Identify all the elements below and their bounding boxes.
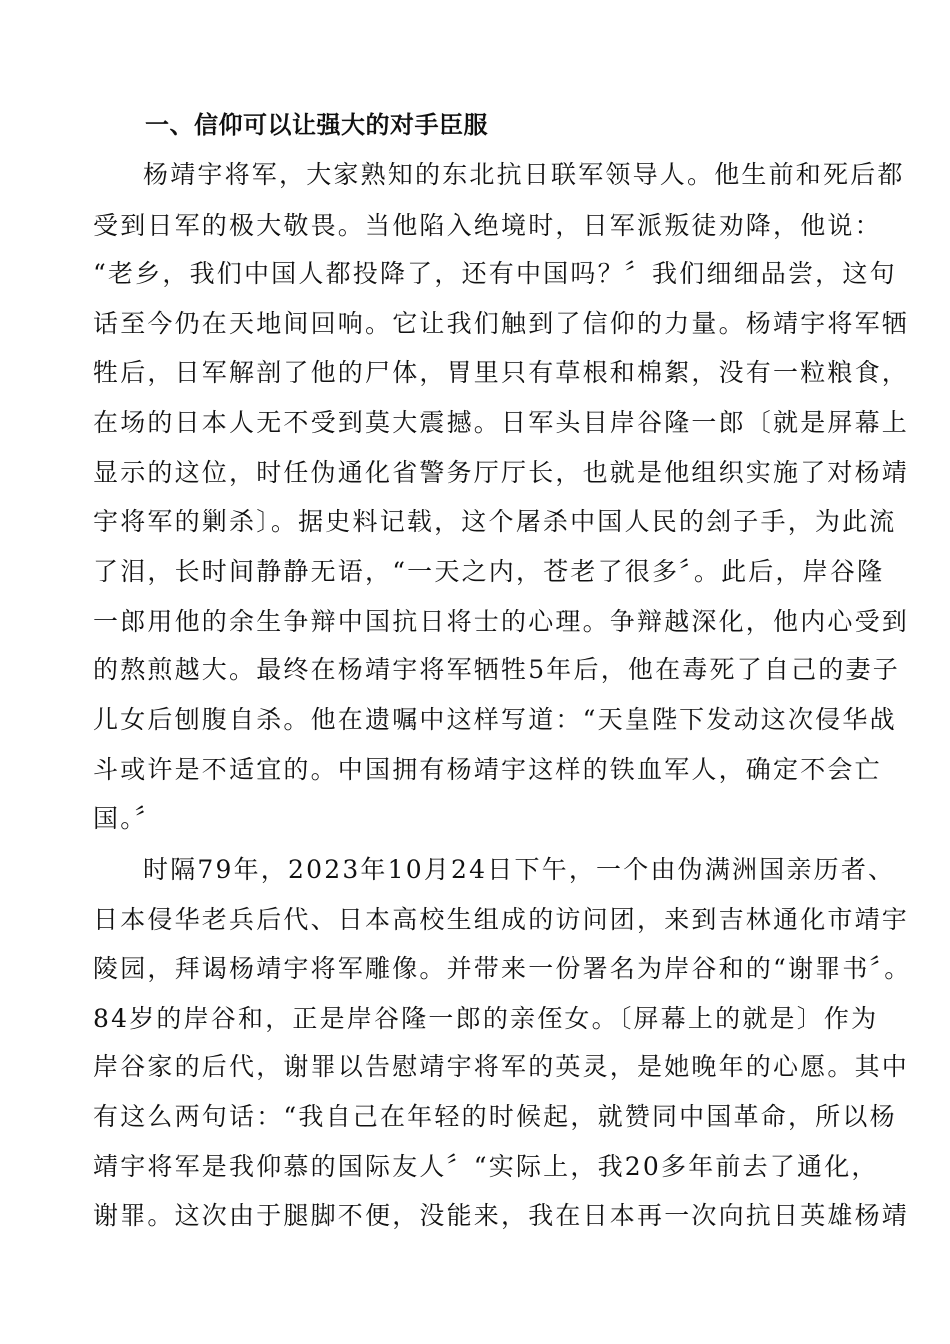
paragraph-line: 牲后，日军解剖了他的尸体，胃里只有草根和棉絮，没有一粒粮食，: [93, 358, 910, 387]
paragraph-line: 日本侵华老兵后代、日本高校生组成的访问团，来到吉林通化市靖宇: [93, 905, 910, 934]
paragraph-line: 话至今仍在天地间回响。它让我们触到了信仰的力量。杨靖宇将军牺: [93, 309, 910, 338]
paragraph-line: 儿女后刨腹自杀。他在遗嘱中这样写道：“天皇陛下发动这次侵华战: [93, 705, 897, 734]
section-heading: 一、信仰可以让强大的对手臣服: [145, 111, 488, 139]
paragraph-line: 国。〞: [93, 804, 163, 833]
paragraph-line: “老乡，我们中国人都投降了，还有中国吗？〞我们细细品尝，这句: [93, 259, 897, 288]
paragraph-line: 在场的日本人无不受到莫大震撼。日军头目岸谷隆一郎〔就是屏幕上: [93, 408, 910, 437]
paragraph-line: 一郎用他的余生争辩中国抗日将士的心理。争辩越深化，他内心受到: [93, 607, 910, 636]
paragraph-line: 受到日军的极大敬畏。当他陷入绝境时，日军派叛徒劝降，他说：: [93, 211, 882, 240]
paragraph-line: 显示的这位，时任伪通化省警务厅厅长，也就是他组织实施了对杨靖: [93, 458, 910, 487]
paragraph-line: 靖宇将军是我仰慕的国际友人〞“实际上，我20多年前去了通化，: [93, 1152, 879, 1181]
paragraph-line: 84岁的岸谷和，正是岸谷隆一郎的亲侄女。〔屏幕上的就是〕作为: [93, 1004, 879, 1033]
paragraph-line: 时隔79年，2023年10月24日下午，一个由伪满洲国亲历者、: [143, 855, 896, 884]
paragraph-line: 斗或许是不适宜的。中国拥有杨靖宇这样的铁血军人，确定不会亡: [93, 755, 882, 784]
paragraph-line: 谢罪。这次由于腿脚不便，没能来，我在日本再一次向抗日英雄杨靖: [93, 1201, 910, 1230]
paragraph-line: 了泪，长时间静静无语，“一天之内，苍老了很多〞。此后，岸谷隆: [93, 557, 885, 586]
paragraph-line: 杨靖宇将军，大家熟知的东北抗日联军领导人。他生前和死后都: [143, 160, 905, 189]
paragraph-line: 的熬煎越大。最终在杨靖宇将军牺牲5年后，他在毒死了自己的妻子: [93, 655, 900, 684]
paragraph-line: 宇将军的剿杀〕。据史料记载，这个屠杀中国人民的刽子手，为此流: [93, 507, 897, 536]
paragraph-line: 有这么两句话：“我自己在年轻的时候起，就赞同中国革命，所以杨: [93, 1102, 897, 1131]
paragraph-line: 岸谷家的后代，谢罪以告慰靖宇将军的英灵，是她晚年的心愿。其中: [93, 1052, 910, 1081]
paragraph-line: 陵园，拜谒杨靖宇将军雕像。并带来一份署名为岸谷和的“谢罪书〞。: [93, 954, 912, 983]
